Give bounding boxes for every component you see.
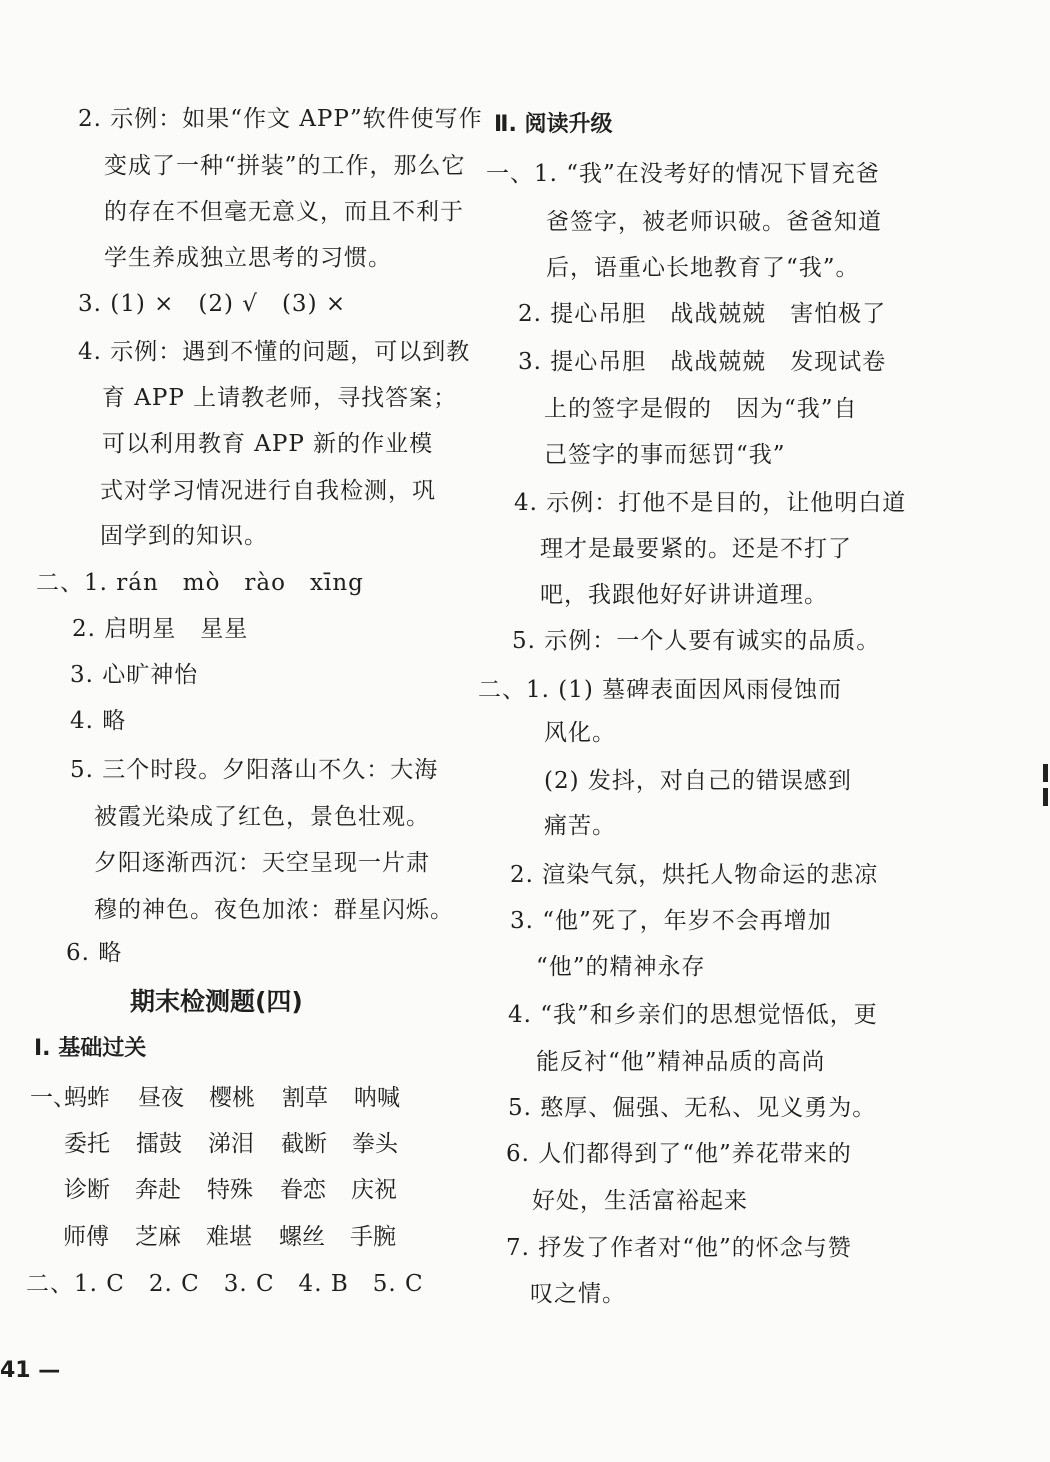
answer-line: 己签字的事而惩罚“我”: [544, 442, 786, 468]
answer-line: 固学到的知识。: [100, 523, 268, 549]
answer-line: 4. “我”和乡亲们的思想觉悟低，更: [508, 1002, 878, 1028]
answer-line: 叹之情。: [530, 1281, 626, 1307]
answer-line: 4. 示例：遇到不懂的问题，可以到教: [78, 339, 471, 365]
answer-line: 被霞光染成了红色，景色壮观。: [94, 804, 430, 830]
edge-mark: [1043, 788, 1048, 806]
answer-line: 二、1. C 2. C 3. C 4. B 5. C: [26, 1271, 424, 1297]
answer-line: 2. 渲染气氛，烘托人物命运的悲凉: [510, 862, 879, 888]
word-cell: 难堪: [206, 1224, 252, 1250]
word-cell: 师傅: [63, 1224, 109, 1250]
answer-line: 好处，生活富裕起来: [532, 1188, 748, 1214]
answer-line: 3. 提心吊胆 战战兢兢 发现试卷: [518, 349, 887, 375]
answer-line: 能反衬“他”精神品质的高尚: [536, 1049, 826, 1075]
word-cell: 委托: [64, 1131, 110, 1157]
word-cell: 蚂蚱: [64, 1085, 110, 1111]
exam-title: 期末检测题(四): [130, 987, 303, 1016]
answer-line: 的存在不但毫无意义，而且不利于: [104, 199, 464, 225]
answer-line: 爸签字，被老师识破。爸爸知道: [546, 209, 882, 235]
answer-line: 痛苦。: [544, 813, 616, 839]
edge-mark: [1043, 764, 1048, 782]
answer-line: 二、1. (1) 墓碑表面因风雨侵蚀而: [478, 677, 843, 703]
answer-line: “他”的精神永存: [536, 954, 706, 980]
answer-line: 吧，我跟他好好讲讲道理。: [540, 582, 828, 608]
word-cell: 割草: [282, 1085, 328, 1111]
answer-line: 7. 抒发了作者对“他”的怀念与赞: [506, 1235, 852, 1261]
answer-line: 夕阳逐渐西沉：天空呈现一片肃: [94, 850, 430, 876]
section-heading: Ⅱ. 阅读升级: [494, 112, 613, 137]
word-cell: 手腕: [350, 1224, 396, 1250]
answer-line: 后，语重心长地教育了“我”。: [546, 255, 860, 281]
answer-line: 5. 示例：一个人要有诚实的品质。: [512, 628, 881, 654]
word-cell: 眷恋: [280, 1177, 326, 1203]
answer-line: 2. 提心吊胆 战战兢兢 害怕极了: [518, 301, 887, 327]
answer-line: 6. 人们都得到了“他”养花带来的: [506, 1141, 852, 1167]
word-cell: 擂鼓: [136, 1131, 182, 1157]
word-cell: 涕泪: [208, 1131, 254, 1157]
word-cell: 呐喊: [354, 1085, 400, 1111]
answer-line: 二、1. rán mò rào xīng: [36, 570, 364, 596]
word-cell: 庆祝: [351, 1177, 397, 1203]
word-cell: 诊断: [64, 1177, 110, 1203]
answer-line: 变成了一种“拼装”的工作，那么它: [104, 153, 466, 179]
answer-line: 育 APP 上请教老师，寻找答案；: [102, 385, 458, 411]
word-cell: 截断: [281, 1131, 327, 1157]
answer-line: 3. (1) × (2) √ (3) ×: [78, 291, 347, 317]
section-heading: Ⅰ. 基础过关: [34, 1036, 147, 1061]
list-prefix: 一、: [30, 1085, 76, 1111]
answer-line: 6. 略: [66, 940, 123, 966]
answer-line: 上的签字是假的 因为“我”自: [544, 396, 858, 422]
answer-line: 式对学习情况进行自我检测，巩: [100, 478, 436, 504]
page-number: 41 —: [0, 1358, 61, 1383]
word-cell: 奔赴: [135, 1177, 181, 1203]
answer-line: 风化。: [544, 720, 616, 746]
answer-line: (2) 发抖，对自己的错误感到: [544, 768, 852, 794]
answer-line: 可以利用教育 APP 新的作业模: [102, 431, 434, 457]
answer-line: 3. “他”死了，年岁不会再增加: [510, 908, 832, 934]
word-cell: 特殊: [207, 1177, 253, 1203]
word-cell: 昼夜: [138, 1085, 184, 1111]
word-cell: 螺丝: [279, 1224, 325, 1250]
word-cell: 芝麻: [135, 1224, 181, 1250]
answer-line: 2. 示例：如果“作文 APP”软件使写作: [78, 106, 483, 132]
answer-line: 一、1. “我”在没考好的情况下冒充爸: [486, 161, 880, 187]
answer-line: 理才是最要紧的。还是不打了: [540, 536, 852, 562]
answer-line: 学生养成独立思考的习惯。: [104, 245, 392, 271]
answer-line: 4. 示例：打他不是目的，让他明白道: [514, 490, 907, 516]
word-cell: 樱桃: [209, 1085, 255, 1111]
answer-line: 2. 启明星 星星: [72, 616, 249, 642]
answer-line: 穆的神色。夜色加浓：群星闪烁。: [94, 897, 454, 923]
answer-line: 3. 心旷神怡: [70, 662, 199, 688]
word-cell: 拳头: [352, 1131, 398, 1157]
answer-line: 5. 憨厚、倔强、无私、见义勇为。: [508, 1095, 877, 1121]
answer-line: 4. 略: [70, 708, 127, 734]
answer-line: 5. 三个时段。夕阳落山不久：大海: [70, 757, 439, 783]
